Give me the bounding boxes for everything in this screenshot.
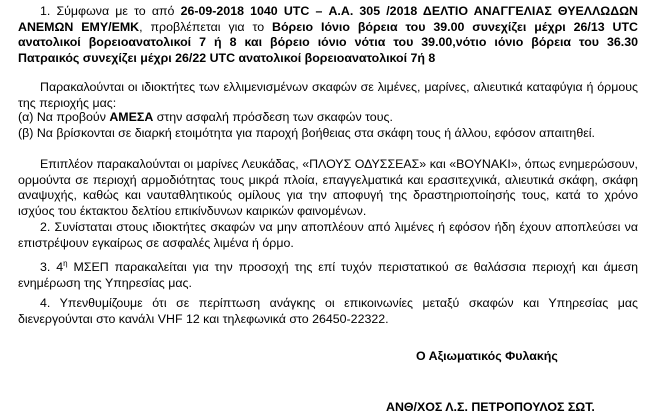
paragraph-3-number: 3. 4 xyxy=(40,260,64,274)
forecast-text: Βόρειο Ιόνιο βόρεια του 39.00 συνεχίζει μέχρι 26/13 UTC ανατολικοί βορειοανατολικοί 7 ή 8 και βόρειο ιόνιο νότια του 39.00,νότιο ιόνιο βόρεια του 36.30 Πατραικός συνεχίζει μέχρι 26/22 UTC ανατολικοί βορειοανατολικοί 7ή 8 xyxy=(18,19,639,65)
paragraph-1-number: 1. Σύμφωνα με το από xyxy=(40,4,181,18)
item-a-prefix: (α) Να προβούν xyxy=(18,110,110,124)
paragraph-4: 4. Υπενθυμίζουμε ότι σε περίπτωση ανάγκης οι επικοινωνίες μεταξύ σκαφών και Υπηρεσίας μας διενεργούνται στο κανάλι VHF 12 και τηλεφωνικά στο 26450-22322. xyxy=(18,296,638,326)
paragraph-3-superscript: η xyxy=(63,258,68,268)
item-a-emphasis: ΑΜΕΣΑ xyxy=(109,110,154,124)
paragraph-2: 2. Συνίσταται στους ιδιοκτήτες σκαφών να μην αποπλέουν από λιμένες ή εφόσον ήδη έχουν αποπλεύσει να επιστρέψουν εγκαίρως σε ασφαλές λιμένα ή όρμο. xyxy=(18,220,638,250)
item-a-suffix: στην ασφαλή πρόσδεση των σκαφών τους. xyxy=(153,110,393,124)
officer-title: Ο Αξιωματικός Φυλακής xyxy=(416,349,558,363)
paragraph-3 xyxy=(18,260,638,291)
item-b: (β) Να βρίσκονται σε διαρκή ετοιμότητα για παροχή βοήθειας στα σκάφη τους ή άλλου, εφόσον απαιτηθεί. xyxy=(18,126,595,140)
intro-paragraph: Παρακαλούνται οι ιδιοκτήτες των ελλιμενισμένων σκαφών σε λιμένες, μαρίνες, αλιευτικά καταφύγια ή όρμους της περιοχής μας: xyxy=(18,80,638,110)
item-a xyxy=(18,110,638,126)
paragraph-1 xyxy=(18,4,638,66)
officer-name: ΑΝΘ/ΧΟΣ Λ.Σ. ΠΕΤΡΟΠΟΥΛΟΣ ΣΩΤ. xyxy=(386,400,595,414)
marinas-paragraph: Επιπλέον παρακαλούνται οι μαρίνες Λευκάδας, «ΠΛΟΥΣ ΟΔΥΣΣΕΑΣ» και «ΒΟΥΝΑΚΙ», όπως ενημερώσουν, ορμούντα σε περιοχή αρμοδιότητας τους μικρά πλοία, επαγγελματικά και ερασιτεχνικά, αλιευτικά σκάφη, σκάφη αναψυχής, καθώς και ναυταθλητικούς ομίλους για την αποφυγή της δραστηριοποίησής τους, κατά το χρόνο ισχύος του έκτακτου δελτίου επικίνδυνων καιρικών φαινομένων. xyxy=(18,157,638,218)
paragraph-1-connector: , προβλέπεται για το xyxy=(139,19,273,34)
bulletin-reference: 26-09-2018 1040 UTC – Α.Α. 305 /2018 ΔΕΛΤΙΟ ΑΝΑΓΓΕΛΙΑΣ ΘΥΕΛΛΩΔΩΝ ΑΝΕΜΩΝ ΕΜΥ/ΕΜΚ xyxy=(18,4,638,34)
paragraph-3-text: ΜΣΕΠ παρακαλείται για την προσοχή της επί τυχόν περιστατικού σε θαλάσσια περιοχή και άμεση ενημέρωση της Υπηρεσίας μας. xyxy=(18,260,638,290)
